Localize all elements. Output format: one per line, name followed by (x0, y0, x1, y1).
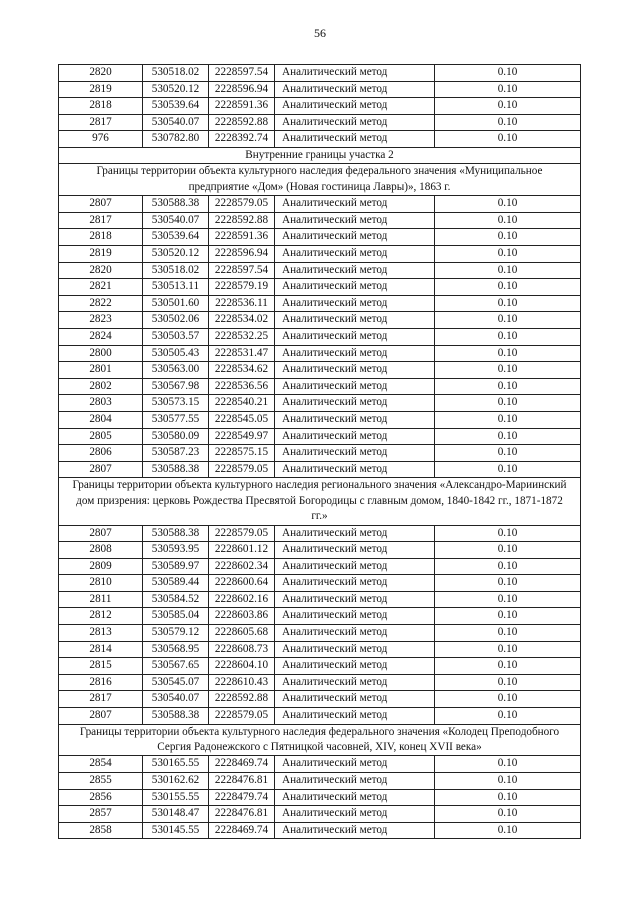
error-cell: 0.10 (435, 262, 581, 279)
section-header-row (59, 724, 581, 756)
error-cell: 0.10 (435, 575, 581, 592)
x-coordinate-cell: 530589.44 (143, 575, 209, 592)
table-row (59, 708, 581, 725)
error-cell: 0.10 (435, 822, 581, 839)
error-cell: 0.10 (435, 312, 581, 329)
x-coordinate-cell: 530580.09 (143, 428, 209, 445)
error-cell: 0.10 (435, 428, 581, 445)
x-coordinate-cell: 530165.55 (143, 756, 209, 773)
method-cell: Аналитический метод (275, 625, 435, 642)
method-cell: Аналитический метод (275, 773, 435, 790)
point-number-cell: 2807 (59, 196, 143, 213)
y-coordinate-cell: 2228469.74 (209, 822, 275, 839)
table-row (59, 196, 581, 213)
error-cell: 0.10 (435, 362, 581, 379)
x-coordinate-cell: 530539.64 (143, 229, 209, 246)
section-title: Границы территории объекта культурного наследия федерального значения «Колодец Преподобного Сергия Радонежского с Пятницкой часовней, XIV, конец XVII века» (59, 724, 581, 756)
table-row (59, 328, 581, 345)
section-header-row (59, 147, 581, 163)
table-row (59, 114, 581, 131)
method-cell: Аналитический метод (275, 789, 435, 806)
point-number-cell: 2856 (59, 789, 143, 806)
x-coordinate-cell: 530563.00 (143, 362, 209, 379)
error-cell: 0.10 (435, 196, 581, 213)
point-number-cell: 2815 (59, 658, 143, 675)
y-coordinate-cell: 2228540.21 (209, 395, 275, 412)
point-number-cell: 2855 (59, 773, 143, 790)
method-cell: Аналитический метод (275, 395, 435, 412)
method-cell: Аналитический метод (275, 245, 435, 262)
error-cell: 0.10 (435, 279, 581, 296)
y-coordinate-cell: 2228603.86 (209, 608, 275, 625)
method-cell: Аналитический метод (275, 591, 435, 608)
method-cell: Аналитический метод (275, 428, 435, 445)
point-number-cell: 2814 (59, 641, 143, 658)
method-cell: Аналитический метод (275, 575, 435, 592)
method-cell: Аналитический метод (275, 362, 435, 379)
table-row (59, 525, 581, 542)
point-number-cell: 2819 (59, 81, 143, 98)
point-number-cell: 2857 (59, 806, 143, 823)
table-row (59, 756, 581, 773)
error-cell: 0.10 (435, 81, 581, 98)
point-number-cell: 2818 (59, 98, 143, 115)
method-cell: Аналитический метод (275, 608, 435, 625)
error-cell: 0.10 (435, 345, 581, 362)
y-coordinate-cell: 2228476.81 (209, 773, 275, 790)
point-number-cell: 2807 (59, 708, 143, 725)
error-cell: 0.10 (435, 525, 581, 542)
table-row (59, 262, 581, 279)
error-cell: 0.10 (435, 295, 581, 312)
table-row (59, 542, 581, 559)
y-coordinate-cell: 2228534.62 (209, 362, 275, 379)
method-cell: Аналитический метод (275, 445, 435, 462)
method-cell: Аналитический метод (275, 295, 435, 312)
point-number-cell: 2802 (59, 378, 143, 395)
error-cell: 0.10 (435, 708, 581, 725)
point-number-cell: 2822 (59, 295, 143, 312)
y-coordinate-cell: 2228476.81 (209, 806, 275, 823)
table-row (59, 362, 581, 379)
x-coordinate-cell: 530520.12 (143, 81, 209, 98)
table-row (59, 295, 581, 312)
error-cell: 0.10 (435, 229, 581, 246)
x-coordinate-cell: 530573.15 (143, 395, 209, 412)
table-row (59, 625, 581, 642)
error-cell: 0.10 (435, 542, 581, 559)
error-cell: 0.10 (435, 789, 581, 806)
y-coordinate-cell: 2228545.05 (209, 411, 275, 428)
point-number-cell: 2810 (59, 575, 143, 592)
y-coordinate-cell: 2228579.05 (209, 708, 275, 725)
method-cell: Аналитический метод (275, 756, 435, 773)
x-coordinate-cell: 530567.98 (143, 378, 209, 395)
y-coordinate-cell: 2228579.05 (209, 525, 275, 542)
x-coordinate-cell: 530782.80 (143, 131, 209, 148)
x-coordinate-cell: 530577.55 (143, 411, 209, 428)
point-number-cell: 2811 (59, 591, 143, 608)
y-coordinate-cell: 2228536.56 (209, 378, 275, 395)
table-row (59, 658, 581, 675)
y-coordinate-cell: 2228549.97 (209, 428, 275, 445)
table-row (59, 411, 581, 428)
method-cell: Аналитический метод (275, 806, 435, 823)
y-coordinate-cell: 2228602.16 (209, 591, 275, 608)
table-row (59, 691, 581, 708)
error-cell: 0.10 (435, 658, 581, 675)
x-coordinate-cell: 530579.12 (143, 625, 209, 642)
table-row (59, 279, 581, 296)
point-number-cell: 2806 (59, 445, 143, 462)
table-row (59, 674, 581, 691)
y-coordinate-cell: 2228575.15 (209, 445, 275, 462)
table-row (59, 229, 581, 246)
y-coordinate-cell: 2228600.64 (209, 575, 275, 592)
error-cell: 0.10 (435, 608, 581, 625)
error-cell: 0.10 (435, 591, 581, 608)
x-coordinate-cell: 530502.06 (143, 312, 209, 329)
x-coordinate-cell: 530567.65 (143, 658, 209, 675)
point-number-cell: 2819 (59, 245, 143, 262)
x-coordinate-cell: 530593.95 (143, 542, 209, 559)
y-coordinate-cell: 2228597.54 (209, 65, 275, 82)
x-coordinate-cell: 530518.02 (143, 65, 209, 82)
error-cell: 0.10 (435, 395, 581, 412)
point-number-cell: 2818 (59, 229, 143, 246)
method-cell: Аналитический метод (275, 658, 435, 675)
error-cell: 0.10 (435, 98, 581, 115)
method-cell: Аналитический метод (275, 131, 435, 148)
y-coordinate-cell: 2228392.74 (209, 131, 275, 148)
table-row (59, 212, 581, 229)
x-coordinate-cell: 530588.38 (143, 461, 209, 478)
y-coordinate-cell: 2228597.54 (209, 262, 275, 279)
method-cell: Аналитический метод (275, 262, 435, 279)
point-number-cell: 2807 (59, 525, 143, 542)
point-number-cell: 2817 (59, 212, 143, 229)
error-cell: 0.10 (435, 773, 581, 790)
error-cell: 0.10 (435, 328, 581, 345)
method-cell: Аналитический метод (275, 98, 435, 115)
point-number-cell: 2820 (59, 65, 143, 82)
method-cell: Аналитический метод (275, 708, 435, 725)
y-coordinate-cell: 2228601.12 (209, 542, 275, 559)
y-coordinate-cell: 2228579.19 (209, 279, 275, 296)
x-coordinate-cell: 530588.38 (143, 708, 209, 725)
table-row (59, 789, 581, 806)
x-coordinate-cell: 530588.38 (143, 525, 209, 542)
point-number-cell: 2817 (59, 691, 143, 708)
y-coordinate-cell: 2228534.02 (209, 312, 275, 329)
point-number-cell: 2809 (59, 558, 143, 575)
y-coordinate-cell: 2228596.94 (209, 81, 275, 98)
table-row (59, 641, 581, 658)
x-coordinate-cell: 530588.38 (143, 196, 209, 213)
point-number-cell: 976 (59, 131, 143, 148)
x-coordinate-cell: 530589.97 (143, 558, 209, 575)
error-cell: 0.10 (435, 445, 581, 462)
error-cell: 0.10 (435, 806, 581, 823)
method-cell: Аналитический метод (275, 558, 435, 575)
method-cell: Аналитический метод (275, 65, 435, 82)
error-cell: 0.10 (435, 558, 581, 575)
error-cell: 0.10 (435, 131, 581, 148)
x-coordinate-cell: 530148.47 (143, 806, 209, 823)
table-row (59, 131, 581, 148)
table-row (59, 378, 581, 395)
point-number-cell: 2813 (59, 625, 143, 642)
point-number-cell: 2812 (59, 608, 143, 625)
section-title: Границы территории объекта культурного наследия регионального значения «Александро-Мариинский дом призрения: церковь Рождества Пресвятой Богородицы с главным домом, 1840-1842 гг., 1871-1872 гг.» (59, 478, 581, 525)
point-number-cell: 2808 (59, 542, 143, 559)
point-number-cell: 2821 (59, 279, 143, 296)
section-header-row (59, 478, 581, 525)
error-cell: 0.10 (435, 65, 581, 82)
y-coordinate-cell: 2228531.47 (209, 345, 275, 362)
point-number-cell: 2854 (59, 756, 143, 773)
method-cell: Аналитический метод (275, 378, 435, 395)
y-coordinate-cell: 2228592.88 (209, 691, 275, 708)
point-number-cell: 2803 (59, 395, 143, 412)
x-coordinate-cell: 530568.95 (143, 641, 209, 658)
error-cell: 0.10 (435, 461, 581, 478)
section-title: Внутренние границы участка 2 (59, 147, 581, 163)
section-header-row (59, 164, 581, 196)
point-number-cell: 2820 (59, 262, 143, 279)
x-coordinate-cell: 530540.07 (143, 114, 209, 131)
error-cell: 0.10 (435, 756, 581, 773)
table-row (59, 822, 581, 839)
table-row (59, 575, 581, 592)
table-row (59, 345, 581, 362)
table-row (59, 65, 581, 82)
y-coordinate-cell: 2228608.73 (209, 641, 275, 658)
method-cell: Аналитический метод (275, 691, 435, 708)
table-row (59, 591, 581, 608)
x-coordinate-cell: 530505.43 (143, 345, 209, 362)
table-row (59, 445, 581, 462)
error-cell: 0.10 (435, 674, 581, 691)
method-cell: Аналитический метод (275, 196, 435, 213)
error-cell: 0.10 (435, 625, 581, 642)
method-cell: Аналитический метод (275, 81, 435, 98)
method-cell: Аналитический метод (275, 411, 435, 428)
table-row (59, 773, 581, 790)
y-coordinate-cell: 2228579.05 (209, 461, 275, 478)
method-cell: Аналитический метод (275, 279, 435, 296)
x-coordinate-cell: 530584.52 (143, 591, 209, 608)
point-number-cell: 2805 (59, 428, 143, 445)
method-cell: Аналитический метод (275, 345, 435, 362)
method-cell: Аналитический метод (275, 542, 435, 559)
table-row (59, 558, 581, 575)
y-coordinate-cell: 2228591.36 (209, 98, 275, 115)
point-number-cell: 2816 (59, 674, 143, 691)
point-number-cell: 2823 (59, 312, 143, 329)
x-coordinate-cell: 530501.60 (143, 295, 209, 312)
x-coordinate-cell: 530518.02 (143, 262, 209, 279)
x-coordinate-cell: 530540.07 (143, 212, 209, 229)
error-cell: 0.10 (435, 245, 581, 262)
table-row (59, 461, 581, 478)
y-coordinate-cell: 2228479.74 (209, 789, 275, 806)
x-coordinate-cell: 530162.62 (143, 773, 209, 790)
y-coordinate-cell: 2228610.43 (209, 674, 275, 691)
y-coordinate-cell: 2228591.36 (209, 229, 275, 246)
error-cell: 0.10 (435, 411, 581, 428)
method-cell: Аналитический метод (275, 674, 435, 691)
coordinates-table (58, 64, 581, 839)
x-coordinate-cell: 530503.57 (143, 328, 209, 345)
method-cell: Аналитический метод (275, 641, 435, 658)
y-coordinate-cell: 2228602.34 (209, 558, 275, 575)
point-number-cell: 2804 (59, 411, 143, 428)
y-coordinate-cell: 2228536.11 (209, 295, 275, 312)
error-cell: 0.10 (435, 641, 581, 658)
point-number-cell: 2800 (59, 345, 143, 362)
x-coordinate-cell: 530520.12 (143, 245, 209, 262)
method-cell: Аналитический метод (275, 461, 435, 478)
table-row (59, 98, 581, 115)
y-coordinate-cell: 2228469.74 (209, 756, 275, 773)
table-row (59, 81, 581, 98)
x-coordinate-cell: 530587.23 (143, 445, 209, 462)
x-coordinate-cell: 530155.55 (143, 789, 209, 806)
point-number-cell: 2824 (59, 328, 143, 345)
y-coordinate-cell: 2228605.68 (209, 625, 275, 642)
error-cell: 0.10 (435, 114, 581, 131)
table-row (59, 395, 581, 412)
section-title: Границы территории объекта культурного наследия федерального значения «Муниципальное предприятие «Дом» (Новая гостиница Лавры)», 1863 г. (59, 164, 581, 196)
x-coordinate-cell: 530585.04 (143, 608, 209, 625)
x-coordinate-cell: 530145.55 (143, 822, 209, 839)
error-cell: 0.10 (435, 378, 581, 395)
method-cell: Аналитический метод (275, 328, 435, 345)
y-coordinate-cell: 2228592.88 (209, 114, 275, 131)
x-coordinate-cell: 530545.07 (143, 674, 209, 691)
table-row (59, 428, 581, 445)
error-cell: 0.10 (435, 212, 581, 229)
point-number-cell: 2801 (59, 362, 143, 379)
y-coordinate-cell: 2228596.94 (209, 245, 275, 262)
error-cell: 0.10 (435, 691, 581, 708)
method-cell: Аналитический метод (275, 212, 435, 229)
page-number: 56 (314, 26, 326, 40)
method-cell: Аналитический метод (275, 822, 435, 839)
x-coordinate-cell: 530540.07 (143, 691, 209, 708)
x-coordinate-cell: 530539.64 (143, 98, 209, 115)
point-number-cell: 2817 (59, 114, 143, 131)
x-coordinate-cell: 530513.11 (143, 279, 209, 296)
table-row (59, 608, 581, 625)
y-coordinate-cell: 2228579.05 (209, 196, 275, 213)
method-cell: Аналитический метод (275, 525, 435, 542)
y-coordinate-cell: 2228604.10 (209, 658, 275, 675)
y-coordinate-cell: 2228592.88 (209, 212, 275, 229)
point-number-cell: 2858 (59, 822, 143, 839)
method-cell: Аналитический метод (275, 229, 435, 246)
point-number-cell: 2807 (59, 461, 143, 478)
table-row (59, 806, 581, 823)
table-row (59, 245, 581, 262)
table-row (59, 312, 581, 329)
method-cell: Аналитический метод (275, 114, 435, 131)
y-coordinate-cell: 2228532.25 (209, 328, 275, 345)
method-cell: Аналитический метод (275, 312, 435, 329)
